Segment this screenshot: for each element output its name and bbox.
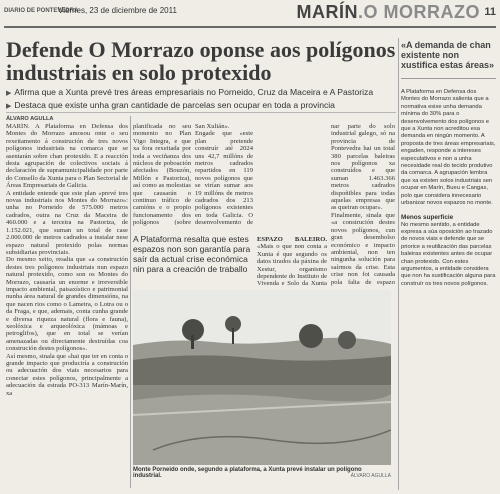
masthead [4,4,496,28]
article-column-3: San Xulián». Engade que «este plan pretende construír até 2024 uns 42,7 millóns de metros cadrados repartidos en 119 novos polígonos que se virían sumar aos 19 millóns de metros cadrados dos 213 polígonos existentes en toda Galicia. O desenvolvemento de [195,123,253,227]
deck-text-2: Destaca que existe unha gran cantidade de parcelas sen ocupar en toda a provincia [14,100,335,110]
publication-name: DIARIO DE PONTEVEDRA [4,8,79,14]
triangle-bullet-icon: ▶ [6,103,12,110]
triangle-bullet-icon: ▶ [6,90,12,97]
photo-illustration [133,290,391,465]
deck-divider [6,112,396,113]
section-separator-dot: . [357,2,364,22]
sidebar-subhead: Menos superficie [401,213,454,221]
sidebar-rule [398,38,399,490]
sidebar-body-1: A Plataforma en Defensa dos Montes do Morrazo salienta que a normativa esixe unha demanda mínima do 30% para o desenvolvemento dos polígonos e que a Xunta non acreditou esa demanda en ningún momento. A proposta de tres áreas empresariais, engaden, responde a intereses especulativos e non a unha necesidade real do tecido produtivo da comarca. A agrupación lembra que xa existen solos industriais sen ocupar en Marín, Bueu e Cangas, polo que considera innecesario urbanizar novos espazos no monte. [401,89,496,207]
subsection-lead: ESPAZO BALEIRO. [257,236,327,243]
landscape-photo [133,290,391,465]
sidebar-quote: «A demanda de chan existente non xustifica estas áreas» [401,40,496,79]
byline: ÁLVARO AGULLA [6,116,54,122]
article-column-1: MARÍN. A Plataforma en Defensa dos Montes do Morrazo amosou onte o seu rexeitamento á construción de tres novos polígonos industriais na comarca que se asentarán sobre chan protexido. E a reacción desta agrupación de colectivos sociais á declaración de supramunicipalidade por parte do Consello da Xunta para o Plan Sectorial de Áreas Empresariais de Galicia. A entidade entende que este plan «prevé tres novas industriais nos Montes do Morrazo»: unha no Porneido de 575.000 metros cadrados, outra na Cruz da Maceira de 460.000 e a terceira na Pastoriza, de 1.152.021, que suman un total de case 2.000.000 de metros cadrados a instalar nese espazo natural protexido polas normas subsidiarias provinciais. Do mesmo xeito, resalta que «a construción destes tres polígonos industriais nun espazo natural protexido, como son os Montes do Morrazo, causaría un enorme e irreversible impacto ambiental, paisaxístico e patrimonial nunha área natural de grandes dimensións, na que nacen rios como o Lameira, o Lotra ou o da Fraga, e que, ademais, conta cunha grande e diversa riqueza natural (flora e fauna), xeolóxica e arqueolóxica (mámoas e petroglifos), que en total se verían amenazadas ou directamente destruídas coa construción destes polígonos». Así mesmo, sinala que «hai que ter en conta o grande impacto que produciría a construción ou adecuación dos viais necesarios para conectar estes polígonos, principalmente a adecuación da estrada PO-313 Marín-Marín, xa [6,123,128,397]
deck-line-1 [6,87,396,97]
headline: Defende O Morrazo oponse aos polígonos industriais en solo protexido [6,37,396,85]
deck-line-2 [6,100,396,110]
subsection-text: «Mais o que non conta a Xunta é que segundo os datos tirados da páxina de Xestur, organismo dependente do Instituto de Vivenda e Solo da Xunta [257,243,327,286]
photo-credit: ÁLVARO AGULLA [350,473,391,479]
caption-text: Monte Porneido onde, segundo a plataforma, a Xunta prevé instalar un polígono industrial. [133,467,362,479]
sidebar-body-2: No mesmo sentido, a entidade expresa a súa oposición ao trazado de novos viais e defende que se priorice a reutilización das parcelas baleiras existentes antes de ocupar chan protexido. Con estes argumentos, a entidade considera que non ha xustificación alguna para construír os tres novos polígonos. [401,221,496,287]
section-sub: O MORRAZO [363,2,480,22]
pull-quote: A Plataforma resalta que estes espazos non son garantía para saír da actual crise económica nin para a creación de traballo [133,234,251,274]
photo-caption [133,467,391,479]
article-column-4: nar parte do solo industrial galego, só na provincia de Pontevedra hai un total 380 parcelas baleiras nos polígonos xa construídos e que suman 1.463.366 metros cadrados dispoñibles para todas aquelas empresas que as queiran ocupar». Finalmente, sinala que «a construción destes novos polígonos, cun gran desembolso económico e impacto ambiental, non ten ningunha solución para saírmos da crise. Esta crise non foi causada pola falta de espazo [331,123,395,286]
section-title [296,2,480,23]
column-rule [130,116,131,488]
sidebar [401,40,496,490]
article-column-2: planificada no seu momento no Plan Vigo Integra, e que xa fora rexeitada por toda a veciñanza dos núcleos de poboación afectados (Bouzón, Millón e Pastoriza), así como as molestias que causarán o continuo tráfico de camións e o propio funcionamento dos polígonos (sobre [133,123,191,227]
section-main: MARÍN [296,2,358,22]
deck-text-1: Afirma que a Xunta prevé tres áreas empresariais no Porneido, Cruz da Maceira e A Pastoriza [14,87,374,97]
article-column-3b [257,236,327,286]
issue-date: Viernes, 23 de diciembre de 2011 [58,6,177,15]
page-number: 11 [484,6,496,18]
